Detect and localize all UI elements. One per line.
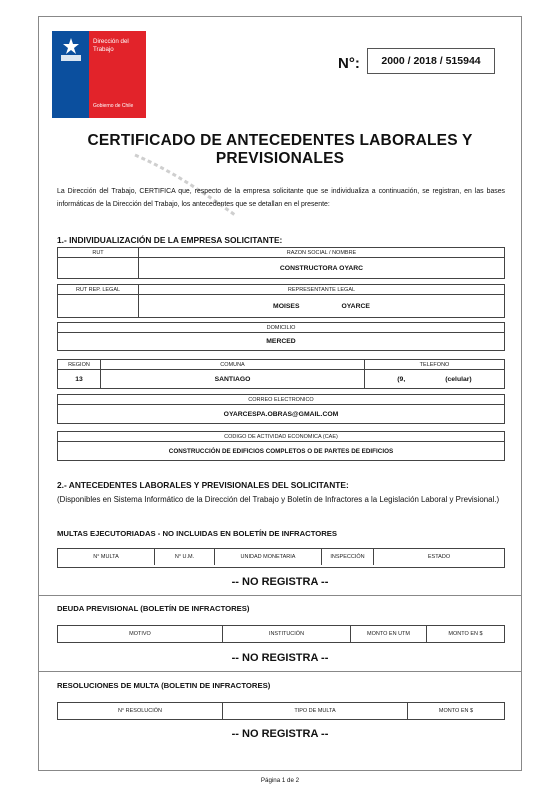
correo-value: OYARCESPA.OBRAS@GMAIL.COM	[223, 410, 339, 418]
telefono-value	[364, 370, 504, 388]
rut-rep-label: RUT REP. LEGAL	[75, 286, 121, 293]
region-label: REGION	[68, 361, 90, 368]
logo-blue-panel	[52, 31, 89, 118]
certificate-number: 2000 / 2018 / 515944	[367, 48, 495, 74]
resoluciones-table	[57, 702, 505, 720]
multas-col-um: N° U.M.	[154, 549, 214, 565]
deuda-col-institucion: INSTITUCIÓN	[222, 626, 350, 642]
rep-last-name: OYARCE	[341, 302, 370, 310]
correo-table	[57, 394, 505, 424]
section2-note: (Disponibles en Sistema Informático de la Dirección del Trabajo y Boletín de Infractores a la Legislación Laboral y Previsional.)	[57, 495, 500, 504]
multas-empty: -- NO REGISTRA --	[231, 576, 329, 588]
deuda-table	[57, 625, 505, 643]
rut-label: RUT	[92, 249, 104, 256]
multas-col-unidad: UNIDAD MONETARIA	[214, 549, 321, 565]
deuda-col-monto-utm: MONTO EN UTM	[350, 626, 426, 642]
region-table	[57, 359, 505, 389]
deuda-col-motivo: MOTIVO	[129, 631, 151, 637]
multas-col-numero: N° MULTA	[93, 554, 119, 560]
section1-title: 1.- INDIVIDUALIZACIÓN DE LA EMPRESA SOLICITANTE:	[57, 235, 283, 245]
document-title	[60, 132, 500, 168]
multas-title: MULTAS EJECUTORIADAS - NO INCLUIDAS EN BOLETÍN DE INFRACTORES	[57, 529, 338, 538]
multas-table	[57, 548, 505, 568]
rut-razon-table	[57, 247, 505, 279]
region-value: 13	[75, 375, 83, 383]
comuna-value: SANTIAGO	[100, 370, 364, 388]
logo-institution-line1: Dirección del	[93, 38, 129, 45]
divider	[38, 671, 522, 672]
rut-value	[58, 258, 138, 278]
title-line2: PREVISIONALES	[215, 150, 345, 167]
cae-value: CONSTRUCCIÓN DE EDIFICIOS COMPLETOS O DE PARTES DE EDIFICIOS	[168, 447, 394, 455]
cae-table	[57, 431, 505, 461]
comuna-label: COMUNA	[100, 360, 364, 369]
multas-col-estado: ESTADO	[373, 549, 504, 565]
deuda-col-monto: MONTO EN $	[426, 626, 504, 642]
page-footer: Página 1 de 2	[260, 777, 300, 784]
deuda-empty: -- NO REGISTRA --	[231, 652, 329, 664]
domicilio-value: MERCED	[266, 338, 296, 345]
rep-legal-table	[57, 284, 505, 318]
logo-red-panel	[89, 31, 146, 118]
logo-institution-line2: Trabajo	[93, 45, 114, 53]
deuda-title: DEUDA PREVISIONAL (BOLETÍN DE INFRACTORES)	[57, 604, 250, 613]
razon-label: RAZON SOCIAL / NOMBRE	[138, 248, 504, 257]
resoluciones-title: RESOLUCIONES DE MULTA (BOLETIN DE INFRACTORES)	[57, 681, 271, 690]
rep-value	[138, 295, 504, 317]
telefono-label: TELEFONO	[364, 360, 504, 369]
resoluciones-empty: -- NO REGISTRA --	[231, 728, 329, 740]
logo-government: Gobierno de Chile	[93, 103, 134, 109]
resoluciones-col-numero: N° RESOLUCIÓN	[117, 708, 163, 714]
domicilio-table	[57, 322, 505, 351]
telefono-suffix: (celular)	[445, 375, 472, 383]
rut-rep-value	[58, 295, 138, 317]
intro-paragraph: La Dirección del Trabajo, CERTIFICA que, respecto de la empresa solicitante que se individualiza a continuación, se registran, en las bases informáticas de la Dirección del Trabajo, los antecedentes que se detallan en el presente:	[57, 188, 505, 208]
coat-of-arms-icon	[55, 36, 87, 66]
correo-label: CORREO ELECTRONICO	[248, 396, 314, 403]
telefono-prefix: (9,	[397, 375, 406, 383]
rep-first-name: MOISES	[273, 302, 300, 310]
razon-value: CONSTRUCTORA OYARC	[138, 258, 504, 278]
rep-label: REPRESENTANTE LEGAL	[138, 285, 504, 294]
divider	[38, 595, 522, 596]
section2-title: 2.- ANTECEDENTES LABORALES Y PREVISIONALES DEL SOLICITANTE:	[57, 480, 349, 490]
gobierno-logo	[52, 31, 146, 118]
number-label: N°:	[338, 55, 360, 72]
logo-institution	[93, 38, 129, 53]
cae-label: CODIGO DE ACTIVIDAD ECONOMICA (CAE)	[224, 433, 338, 440]
resoluciones-col-monto: MONTO EN $	[407, 703, 504, 719]
resoluciones-col-tipo: TIPO DE MULTA	[222, 703, 407, 719]
title-line1: CERTIFICADO DE ANTECEDENTES LABORALES Y	[87, 132, 473, 149]
multas-col-inspeccion: INSPECCIÓN	[321, 549, 373, 565]
domicilio-label: DOMICILIO	[266, 324, 296, 331]
